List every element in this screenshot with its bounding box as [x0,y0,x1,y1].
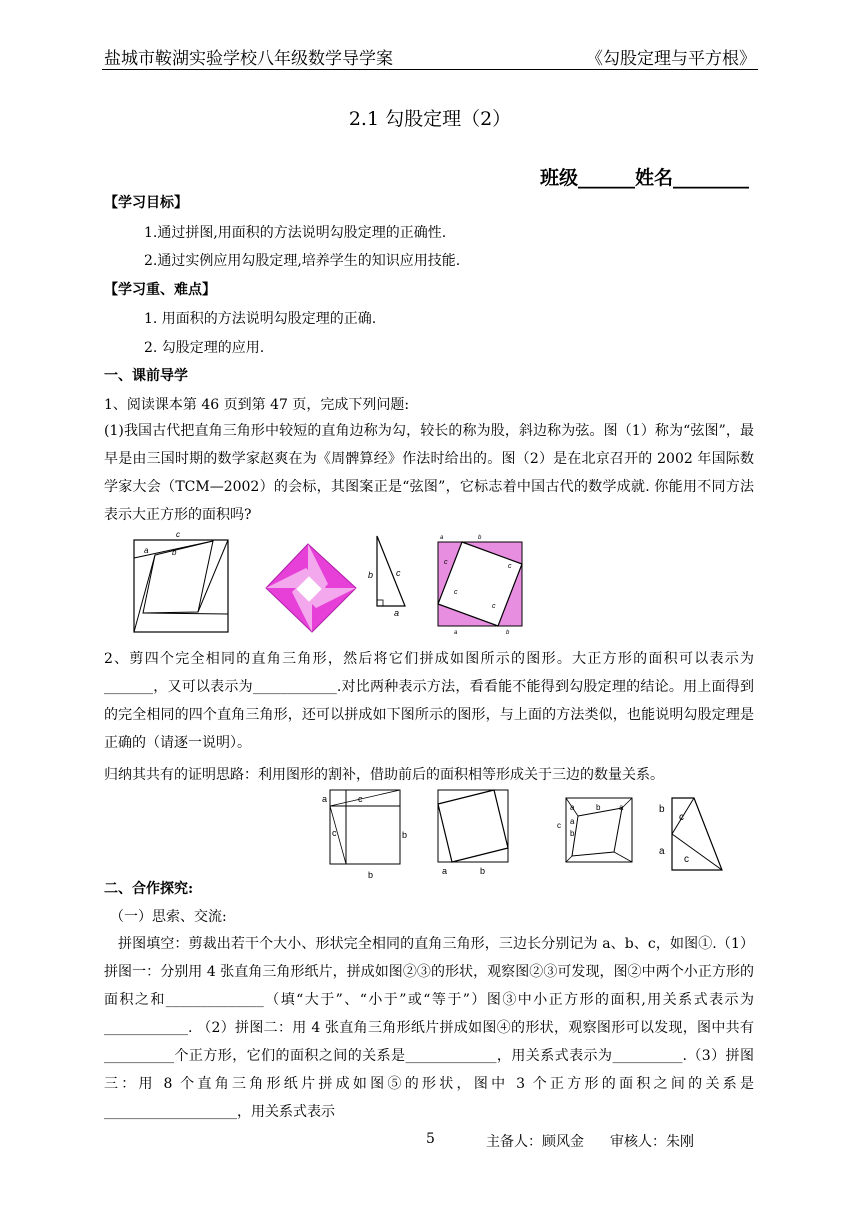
tz-label-c2: c [684,854,689,865]
label-c: c [176,530,180,539]
class-name-line: 班级______姓名________ [540,167,750,189]
sp-label-c1: c [358,794,363,804]
sq-label-b1: b [478,535,482,541]
header-left: 盐城市鞍湖实验学校八年级数学导学案 [104,49,393,69]
tz-label-c1: c [679,812,684,823]
split-square-figure [322,790,407,880]
is-label-c: c [557,821,561,830]
figure-row-1 [128,528,536,636]
tilted-square-figure [438,790,508,876]
right-triangle-figure [368,536,405,618]
pink-square-figure [438,535,522,636]
tri-label-b: b [368,570,374,580]
label-b: b [172,548,177,557]
page-title: 2.1 勾股定理（2） [348,108,512,130]
label-a: a [144,546,149,555]
xian-tu-figure [134,530,228,632]
trapezoid-figure [659,798,722,870]
objective-1: 1.通过拼图,用面积的方法说明勾股定理的正确性. [144,225,447,241]
tz-label-a: a [659,846,665,857]
sq-label-c1: c [444,559,448,566]
section2-text: 拼图填空：剪裁出若干个大小、形状完全相同的直角三角形，三边长分别记为 a、b、c，如图①.（1）拼图一：分别用 4 张直角三角形纸片，拼成如图②③的形状，观察图②③可发现，图②中两个小正方形的面积之和______________（填“大于”、“小于”或“等于”）图③中小正方形的面积,用关系式表示为____________. （2）拼图二：用 4 张直角三角形纸片拼成如图④的形状，观察图形可以发现，图中共有__________个正方形，它们的面积之间的关系是_____________，用关系式表示为__________.（3）拼图三：用 8 个直角三角形纸片拼成如图⑤的形状，图中 3 个正方形的面积之间的关系是___________________，用关系式表示 [104,936,754,1120]
sq-label-a2: a [454,630,458,636]
sp-label-b2: b [368,870,374,880]
section2-heading: 二、合作探究: [104,881,194,897]
section1-heading: 一、课前导学 [104,368,188,384]
sp-label-b1: b [402,830,408,840]
tz-label-b: b [659,804,665,815]
q1-text: (1)我国古代把直角三角形中较短的直角边称为勾，较长的称为股，斜边称为弦。图（1）称为“弦图”，最早是由三国时期的数学家赵爽在为《周髀算经》作法时给出的。图（2）是在北京召开的 2002 年国际数学家大会（TCM—2002）的会标，其图案正是“弦图”，它标志着中国古代的数学成就. 你能用不同方法表示大正方形的面积吗? [104,423,754,523]
summary-text: 归纳其共有的证明思路：利用图形的割补，借助前后的面积相等形成关于三边的数量关系。 [104,767,664,783]
objectives-heading: 【学习目标】 [104,195,188,211]
ts-label-b: b [480,866,486,876]
is-label-a3: a [570,817,575,826]
is-label-b1: b [596,803,601,812]
sq-label-c3: c [454,589,458,596]
sp-label-a: a [322,794,328,804]
sp-label-c2: c [332,828,337,838]
page-number: 5 [426,1131,435,1147]
key-points-heading: 【学习重、难点】 [104,282,216,298]
is-label-b2: b [570,829,575,838]
footer-reviewer: 审核人：朱刚 [610,1134,694,1150]
header-rule [102,69,758,70]
figure-row-2 [314,786,742,884]
q2-text: 2、剪四个完全相同的直角三角形，然后将它们拼成如图所示的图形。大正方形的面积可以表示为_______，又可以表示为____________.对比两种表示方法，看看能不能得到勾股定理的结论。用上面得到的完全相同的四个直角三角形，还可以拼成如下图所示的图形，与上面的方法类似，也能说明勾股定理是正确的（请逐一说明）。 [104,651,754,751]
key-point-2: 2. 勾股定理的应用. [144,340,265,356]
sq-label-c4: c [492,603,496,610]
is-label-a2: a [619,803,624,812]
is-label-a1: a [570,803,575,812]
header-right: 《勾股定理与平方根》 [586,49,756,69]
objective-2: 2.通过实例应用勾股定理,培养学生的知识应用技能. [144,253,461,269]
icm-logo-figure [266,544,356,632]
footer-preparer: 主备人：顾风金 [486,1134,584,1150]
inner-square-figure [557,798,632,862]
ts-label-a: a [442,866,448,876]
q1-intro: 1、阅读课本第 46 页到第 47 页，完成下列问题: [104,397,410,413]
tri-label-c: c [396,568,401,578]
sq-label-a1: a [440,535,444,541]
key-point-1: 1. 用面积的方法说明勾股定理的正确. [144,311,377,327]
tri-label-a: a [394,608,400,618]
section2-sub1: （一）思索、交流: [110,909,227,925]
sq-label-b2: b [506,630,510,636]
sq-label-c2: c [508,563,512,570]
